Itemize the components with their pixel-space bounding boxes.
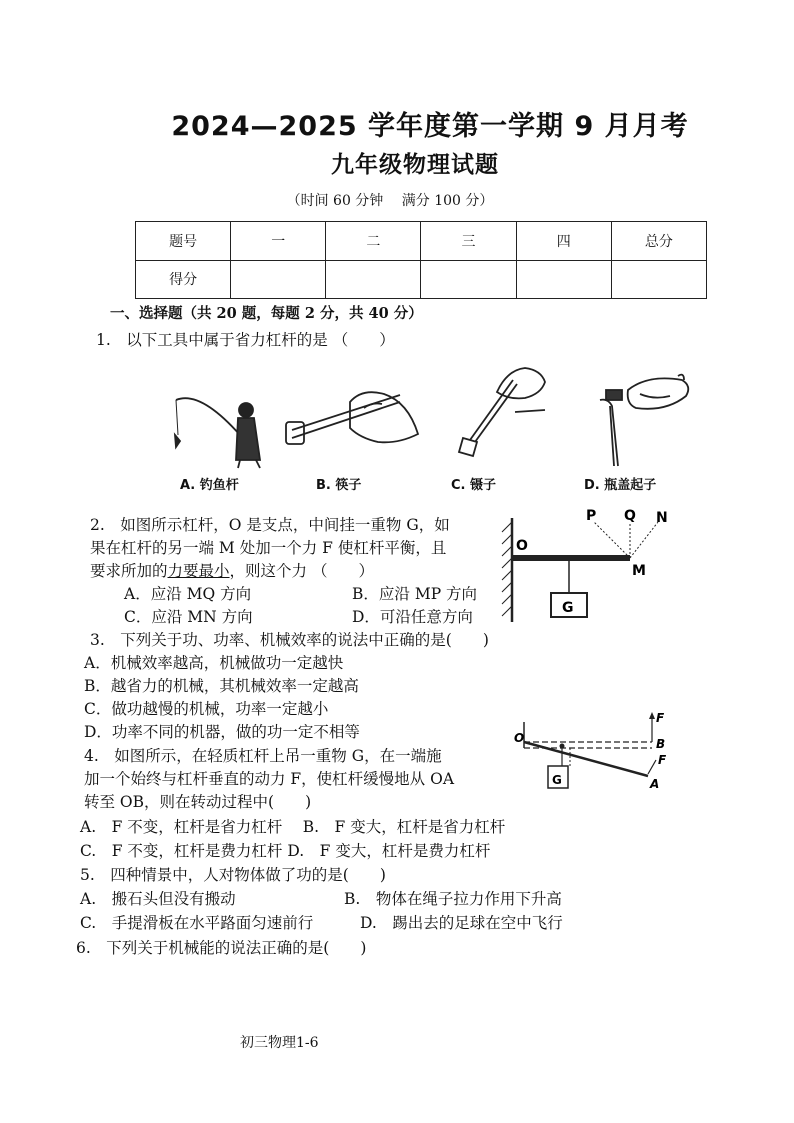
section-heading: 一、选择题（共 20 题，每题 2 分，共 40 分） [110, 305, 423, 322]
q1-option-c: C. 镊子 [451, 478, 497, 493]
q5-option-d: D. 踢出去的足球在空中飞行 [360, 914, 563, 932]
score-cell[interactable] [611, 260, 706, 299]
question-5-stem: 5. 四种情景中，人对物体做了功的是( ) [80, 866, 386, 884]
q3-option-d: D．功率不同的机器，做的功一定不相等 [84, 723, 360, 741]
question-2-line3 [90, 560, 374, 583]
label-f2: F [658, 753, 667, 767]
q1-option-d: D. 瓶盖起子 [584, 478, 657, 493]
question-4-lever-diagram [512, 708, 672, 800]
score-table [135, 221, 707, 299]
question-2-line2: 果在杠杆的另一端 M 处加一个力 F 使杠杆平衡，且 [90, 539, 447, 557]
label-g: G [552, 773, 562, 787]
q4-options-ab: A. F 不变，杠杆是省力杠杆 B. F 变大，杠杆是省力杠杆 [80, 818, 506, 836]
question-4-line3: 转至 OB，则在转动过程中( ) [84, 793, 312, 811]
table-cell: 二 [326, 222, 421, 261]
lever-bar [512, 555, 630, 561]
exam-subtitle: 九年级物理试题 [331, 152, 499, 178]
label-o: O [514, 731, 525, 745]
time-info: （时间 60 分钟 满分 100 分） [286, 193, 494, 209]
q1-option-a: A. 钓鱼杆 [180, 478, 239, 493]
q4-options-cd: C. F 不变，杠杆是费力杠杆 D. F 变大，杠杆是费力杠杆 [80, 842, 491, 860]
label-n: N [656, 510, 668, 526]
q2-option-a: A．应沿 MQ 方向 [124, 585, 252, 603]
q5-option-c: C. 手提滑板在水平路面匀速前行 [80, 914, 314, 932]
score-cell[interactable] [516, 260, 611, 299]
question-1-figures [160, 360, 700, 470]
score-cell[interactable] [421, 260, 516, 299]
text: 要求所加的 [90, 562, 168, 580]
score-cell[interactable] [326, 260, 421, 299]
table-row [136, 222, 707, 261]
q2-option-d: D．可沿任意方向 [352, 608, 473, 626]
label-m: M [632, 563, 646, 579]
question-4-line2: 加一个始终与杠杆垂直的动力 F，使杠杆缓慢地从 OA [84, 770, 455, 788]
q2-option-b: B．应沿 MP 方向 [352, 585, 478, 603]
bottle-opener-icon [600, 375, 688, 466]
score-cell[interactable] [231, 260, 326, 299]
table-cell: 得分 [136, 260, 231, 299]
question-3-stem: 3. 下列关于功、功率、机械效率的说法中正确的是( ) [90, 631, 489, 649]
chopsticks-icon [286, 392, 418, 444]
q5-option-b: B. 物体在绳子拉力作用下升高 [344, 890, 562, 908]
table-cell: 四 [516, 222, 611, 261]
label-o: O [516, 538, 528, 554]
q3-option-c: C．做功越慢的机械，功率一定越小 [84, 700, 329, 718]
label-b: B [656, 737, 666, 751]
label-p: P [586, 508, 597, 524]
question-1-stem: 1. 以下工具中属于省力杠杆的是 （ ） [96, 331, 395, 349]
question-4-line1: 4. 如图所示，在轻质杠杆上吊一重物 G，在一端施 [84, 747, 442, 765]
question-2-line1: 2. 如图所示杠杆，O 是支点，中间挂一重物 G，如 [90, 516, 450, 534]
text: ，则这个力 （ ） [229, 562, 374, 580]
table-row [136, 260, 707, 299]
tweezers-icon [459, 368, 545, 456]
q5-option-a: A. 搬石头但没有搬动 [80, 890, 236, 908]
label-g: G [562, 600, 574, 616]
table-cell: 题号 [136, 222, 231, 261]
table-cell: 总分 [611, 222, 706, 261]
label-a: A [650, 777, 660, 791]
underlined-text: 力要最小 [167, 562, 230, 580]
label-q: Q [624, 508, 636, 524]
table-cell: 一 [231, 222, 326, 261]
fishing-rod-icon [175, 398, 260, 468]
page-footer: 初三物理1-6 [240, 1035, 319, 1051]
question-2-lever-diagram [494, 500, 684, 630]
q2-option-c: C．应沿 MN 方向 [124, 608, 253, 626]
exam-title: 2024—2025 学年度第一学期 9 月月考 [171, 111, 689, 142]
q1-option-b: B. 筷子 [316, 478, 362, 493]
q3-option-b: B．越省力的机械，其机械效率一定越高 [84, 677, 359, 695]
label-f1: F [656, 711, 665, 725]
table-cell: 三 [421, 222, 516, 261]
q3-option-a: A．机械效率越高，机械做功一定越快 [84, 654, 344, 672]
question-6-stem: 6. 下列关于机械能的说法正确的是( ) [76, 939, 367, 957]
